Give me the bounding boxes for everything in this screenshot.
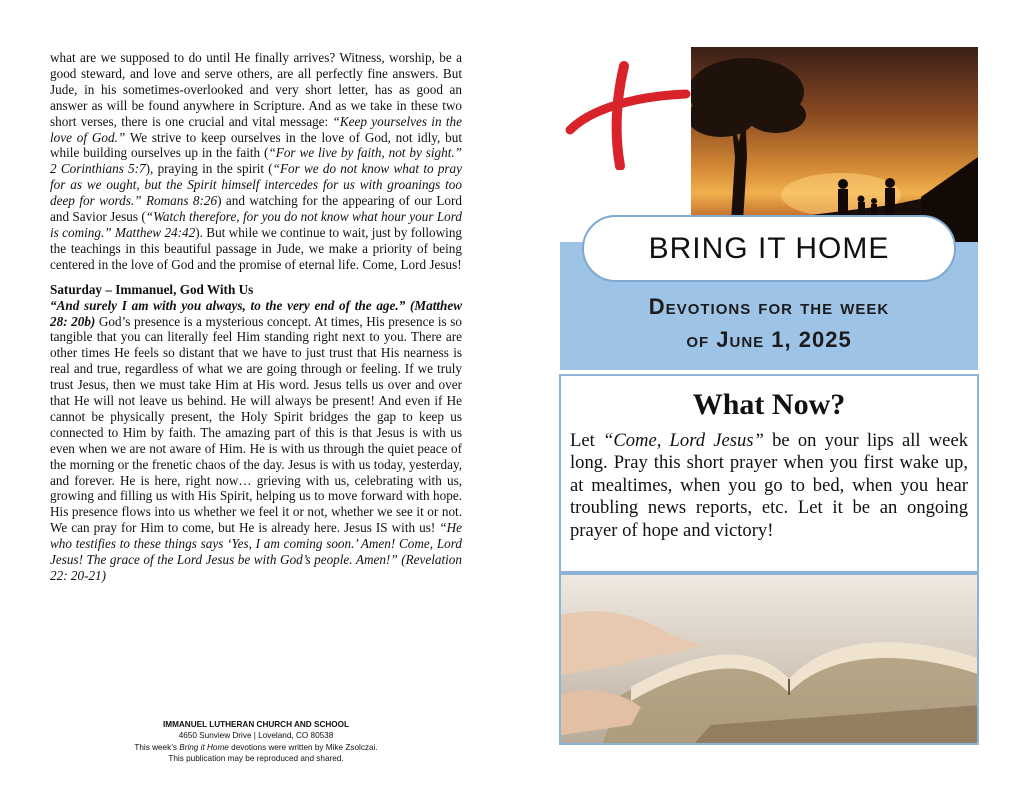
saturday-text-run: God’s presence is a mysterious concept. At times, His presence is so tangible that you can literally feel Him standing right next to you. There are other times He feels so distant that we have to just trust that His nearness is real and true, regardless of what we are going through or feeling. If we truly trust Jesus, then we must take Him at His word. Jesus tells us over and over that He will not leave us behind. He will always be present! And even if He cannot be physically present, the Holy Spirit bridges the gap to keep us connected to Him by faith. The amazing part of this is that Jesus is with us even when we are not aware of Him. He is with us through the quiet peace of the morning or the frenetic chaos of the day. Jesus is with us today, yesterday, and forever. He is here, right now… grieving with us, celebrating with us, growing and filling us with His Spirit, helping us to move forward with hope. His presence flows into us whether we feel it or not, whether we see it or not. We can pray for Him to come, but He is already here. Jesus IS with us! [50,313,462,536]
saturday-heading: Saturday – Immanuel, God With Us [50,281,254,297]
what-now-box [559,374,979,573]
devotions-subtitle: Devotions for the week of June 1, 2025 [648,294,890,352]
church-address: 4650 Sunview Drive | Loveland, CO 80538 [178,731,334,741]
friday-text-run: “Keep yourselves in the love of God.” [50,113,462,145]
cross-icon [562,60,692,170]
friday-text-run: ) and watching for the appearing of our Lord and Savior Jesus ( [50,193,462,225]
church-name: IMMANUEL LUTHERAN CHURCH AND SCHOOL [162,720,350,729]
saturday-text-run: “He who testifies to these things says ‘Yes, I am coming soon.’ Amen! Come, Lord Jesus! The grace of the Lord Jesus be with God’s people. Amen!” (Revelation 22: 20-21) [50,520,462,583]
page-title: BRING IT HOME [582,215,956,282]
open-bible-photo [559,573,979,745]
what-now-text: Let “Come, Lord Jesus” be on your lips all week long. Pray this short prayer when you first wake up, at mealtimes, when you go to bed, when you hear troubling news reports, etc. Let it be an ongoing prayer of hope and victory! [570,430,968,541]
publication-footer [100,719,412,764]
author-credit: This week’s Bring it Home devotions were written by Mike Zsolczai. [134,742,378,752]
devotion-column [50,50,462,584]
friday-text-run: what are we supposed to do until He finally arrives? Witness, worship, be a good steward, and love and serve others, are all perfectly fine answers. But Jude, in his sometimes-overlooked and very short letter, has as good an answer as will be found anywhere in Scripture. And as we take in these two short verses, there is one crucial and vital message: [50,50,462,129]
reproduction-notice: This publication may be reproduced and shared. [168,753,344,763]
what-now-title: What Now? [692,388,846,421]
friday-text-run: “For we live by faith, not by sight.” 2 Corinthians 5:7 [50,145,462,177]
friday-text-run: “For we do not know what to pray for as we ought, but the Spirit himself intercedes for us with groanings too deep for words.” Romans 8:26 [50,161,462,209]
friday-text-run: “Watch therefore, for you do not know what hour your Lord is coming.” Matthew 24:42 [50,209,462,240]
friday-text-run: ). But while we continue to wait, just by following the teachings in this beautiful passage in Jude, we make a priority of being centered in the love of God and the promise of eternal life. Come, Lord Jesus! [50,224,463,272]
friday-text-run: We strive to keep ourselves in the love of God, not idly, but while building ourselves up in the faith ( [50,129,462,161]
friday-devotion-text [50,50,462,273]
friday-text-run: ), praying in the spirit ( [145,161,273,177]
sunset-family-photo [691,47,978,242]
saturday-devotion-text [50,298,462,584]
saturday-text-run: “And surely I am with you always, to the very end of the age.” (Matthew 28: 20b) [50,297,462,329]
